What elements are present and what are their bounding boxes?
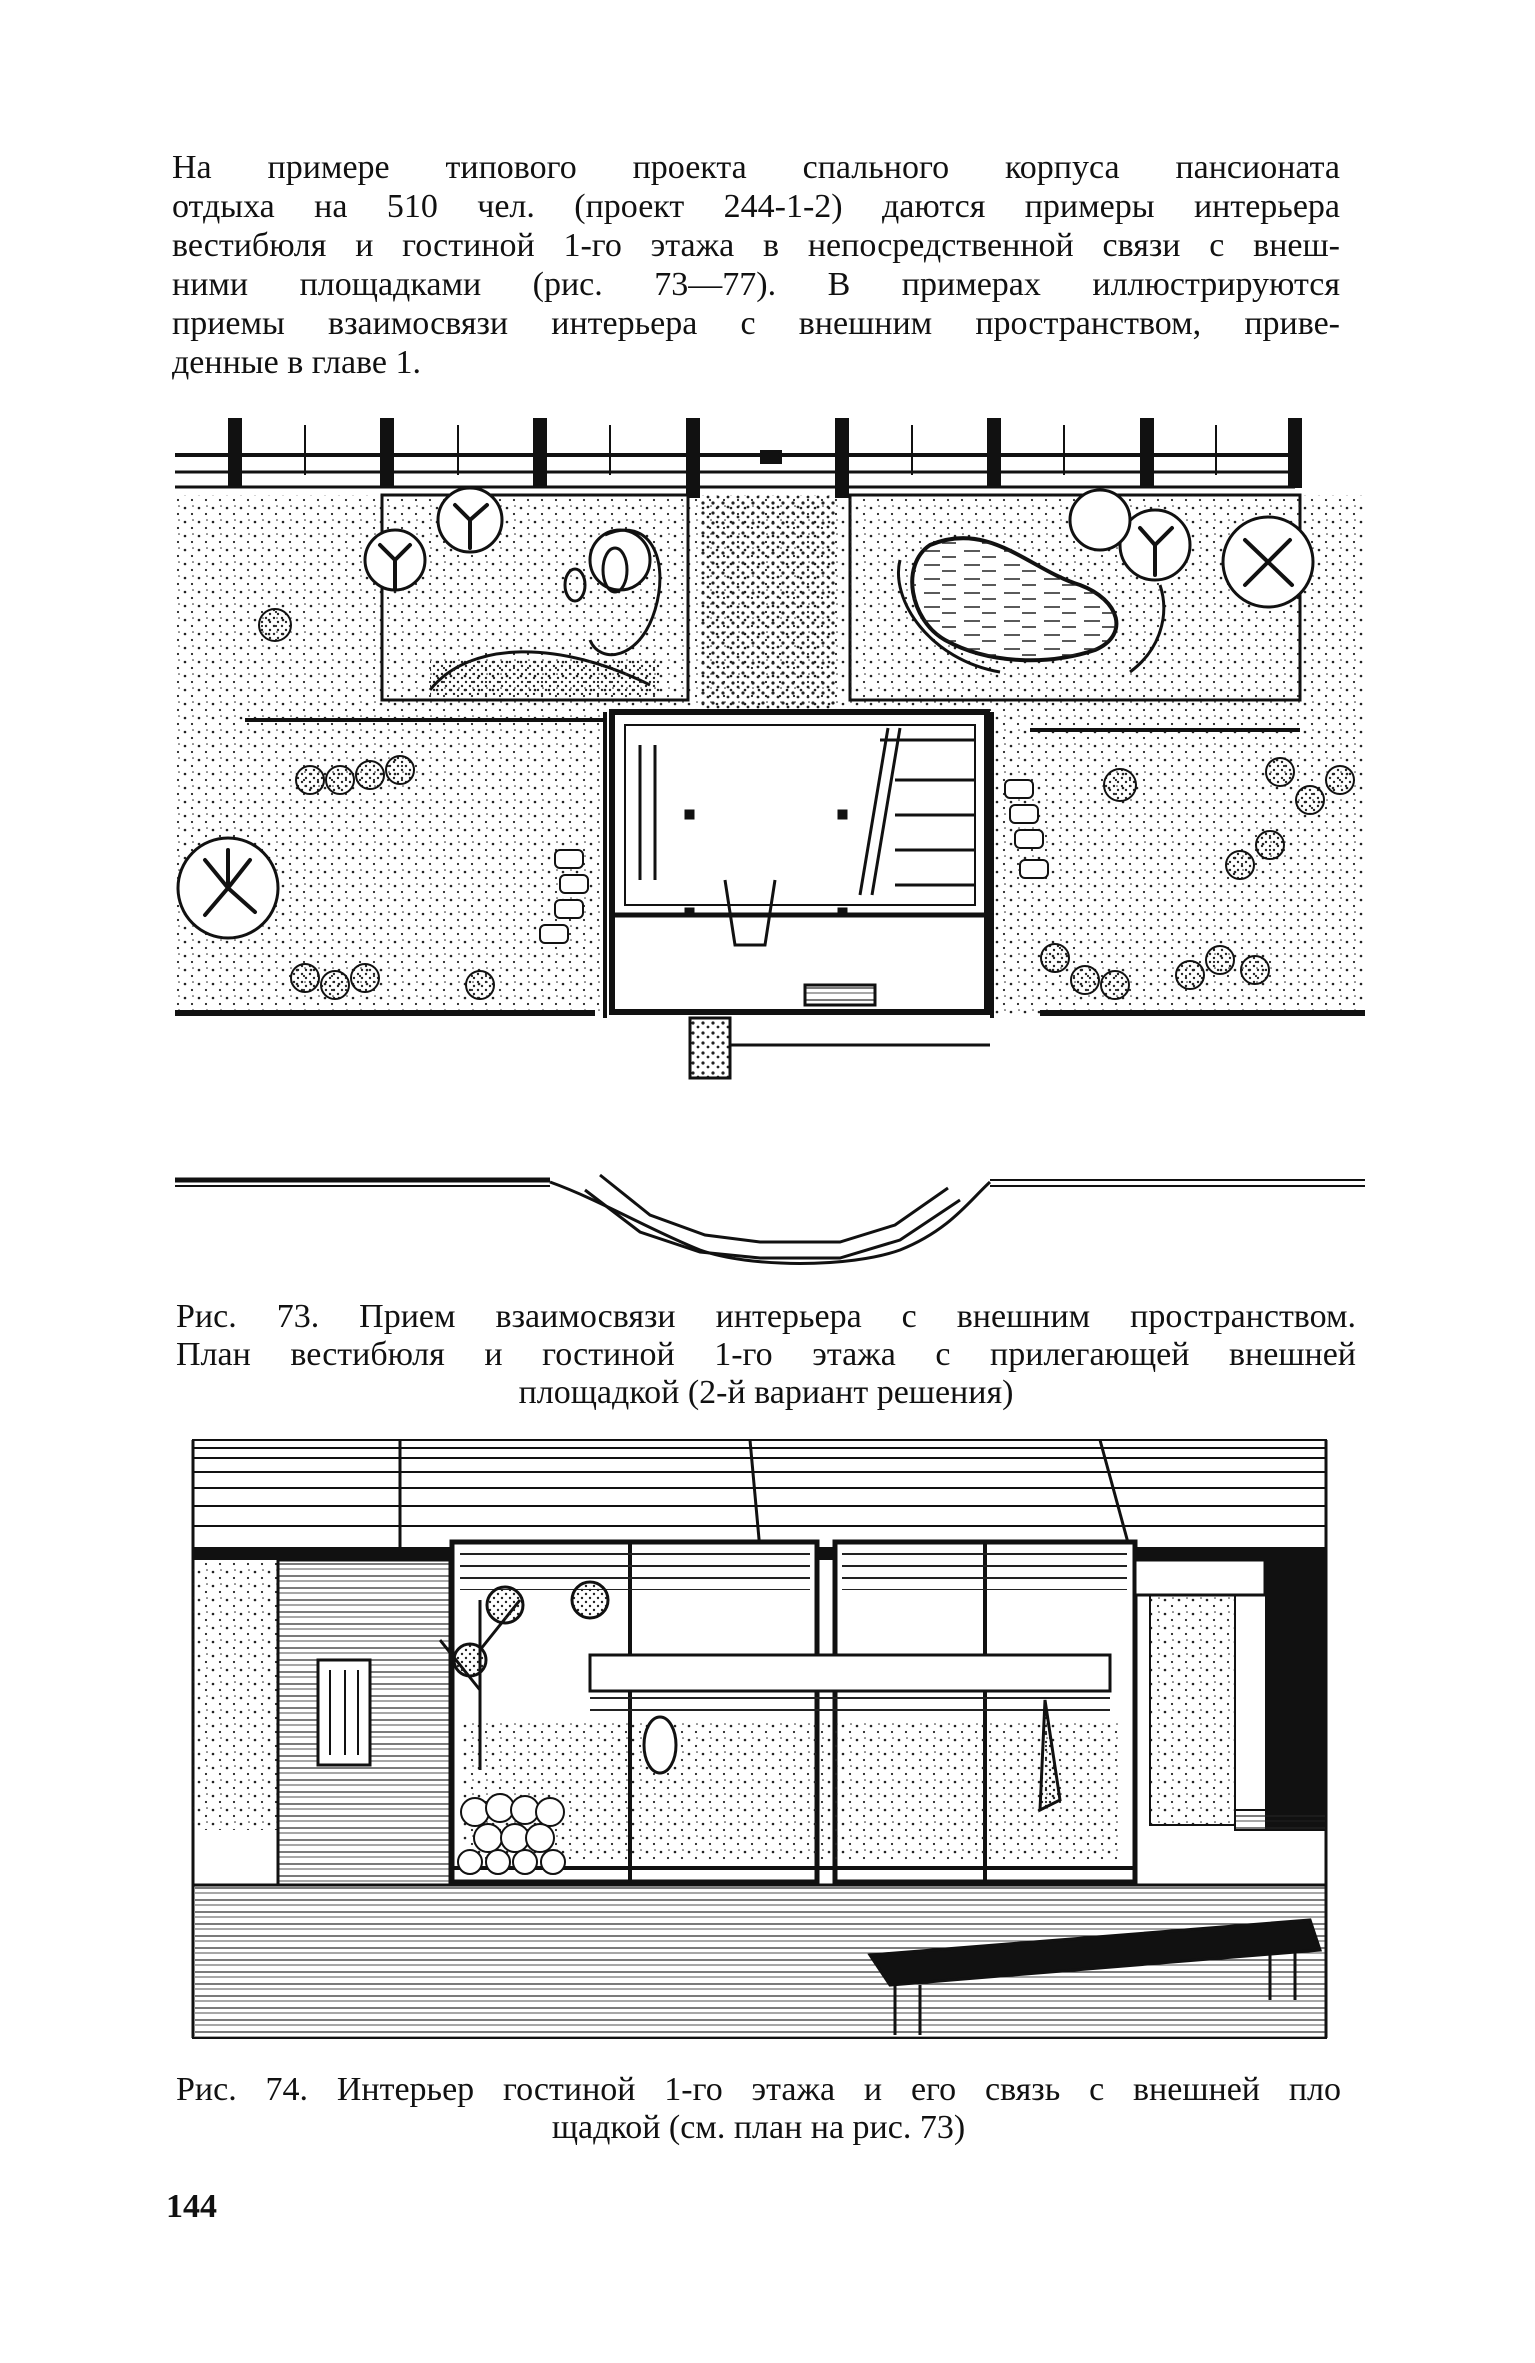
caption-line: площадкой (2-й вариант решения) — [518, 1374, 1014, 1411]
plan-top-wall — [175, 418, 1302, 498]
body-paragraph — [172, 148, 1340, 382]
paragraph-line: приемы взаимосвязи интерьера с внешним пространством, приве- — [172, 305, 1340, 342]
caption-line: План вестибюля и гостиной 1-го этажа с прилегающей внешней — [176, 1336, 1356, 1373]
page-number: 144 — [166, 2188, 217, 2225]
paragraph-line: вестибюля и гостиной 1-го этажа в непосредственной связи с внеш- — [172, 227, 1340, 264]
figure-73-caption — [176, 1298, 1356, 1412]
paragraph-line: На примере типового проекта спального корпуса пансионата — [172, 149, 1340, 186]
caption-line: щадкой (см. план на рис. 73) — [551, 2109, 966, 2146]
paragraph-line: ними площадками (рис. 73—77). В примерах иллюстрируются — [172, 266, 1340, 303]
caption-line: Рис. 74. Интерьер гостиной 1-го этажа и его связь с внешней пло — [176, 2071, 1341, 2108]
paragraph-line: отдыха на 510 чел. (проект 244-1-2) даются примеры интерьера — [172, 188, 1340, 225]
caption-line: Рис. 73. Прием взаимосвязи интерьера с внешним пространством. — [176, 1298, 1356, 1335]
figure-74-caption — [176, 2071, 1341, 2147]
paragraph-line: денные в главе 1. — [172, 344, 421, 381]
